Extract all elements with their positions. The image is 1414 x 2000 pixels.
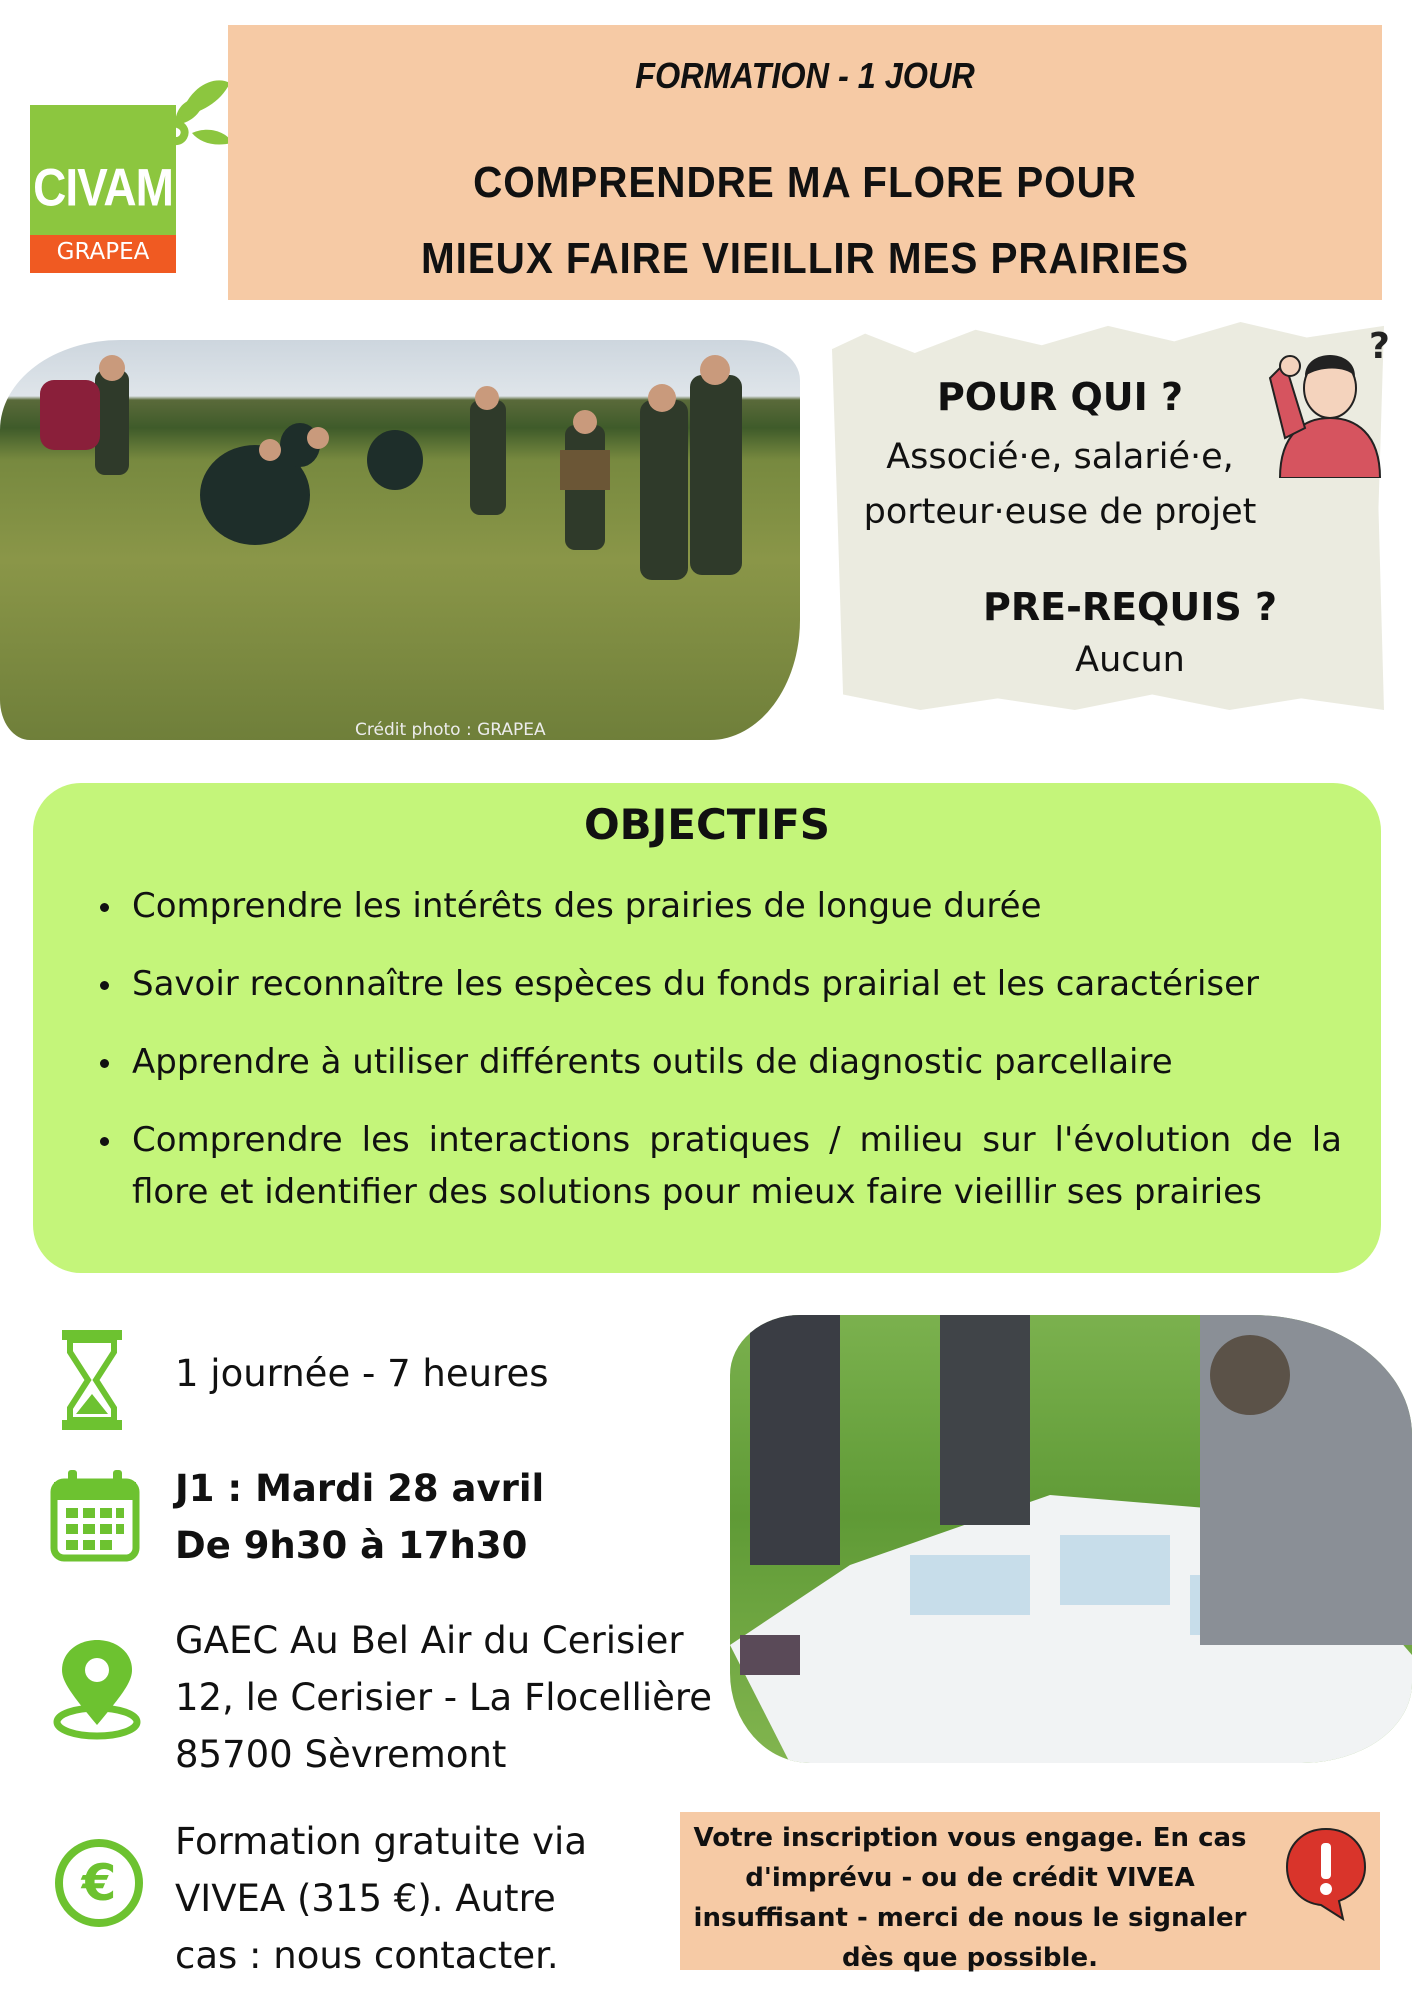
warning-line-4: dès que possible. xyxy=(842,1943,1098,1973)
calendar-icon xyxy=(50,1470,140,1562)
objectives-heading: OBJECTIFS xyxy=(583,800,831,849)
logo-main-text: CIVAM xyxy=(33,157,173,217)
price-line-1: Formation gratuite via xyxy=(175,1820,588,1863)
date-line-1: J1 : Mardi 28 avril xyxy=(175,1467,545,1510)
address-line-2: 12, le Cerisier - La Flocellière xyxy=(175,1676,713,1719)
euro-icon xyxy=(54,1838,144,1928)
objective-item: Comprendre les intérêts des prairies de longue durée xyxy=(100,880,1342,932)
field-people-illustration xyxy=(0,340,800,740)
header-banner xyxy=(228,25,1382,300)
location-pin-icon xyxy=(52,1640,142,1740)
audience-heading: POUR QUI ? xyxy=(936,375,1184,419)
title-line-1: COMPRENDRE MA FLORE POUR xyxy=(473,158,1137,207)
objective-item: Comprendre les interactions pratiques / milieu sur l'évolution de la flore et identifier des solutions pour mieux faire vieillir ses prairies xyxy=(100,1114,1342,1218)
thinking-person-icon xyxy=(1265,318,1395,478)
exclamation-alert-icon xyxy=(1283,1825,1369,1921)
prereq-value: Aucun xyxy=(1075,640,1185,680)
objective-item: Savoir reconnaître les espèces du fonds prairial et les caractériser xyxy=(100,958,1342,1010)
audience-line-2: porteur·euse de projet xyxy=(863,492,1257,532)
audience-line-1: Associé·e, salarié·e, xyxy=(886,437,1234,477)
objectives-list xyxy=(100,880,1342,1244)
workshop-photo xyxy=(730,1315,1412,1763)
warning-line-2: d'imprévu - ou de crédit VIVEA xyxy=(745,1863,1195,1893)
header-kicker: FORMATION - 1 JOUR xyxy=(635,55,975,96)
warning-line-1: Votre inscription vous engage. En cas xyxy=(693,1823,1247,1853)
objective-item: Apprendre à utiliser différents outils de diagnostic parcellaire xyxy=(100,1036,1342,1088)
date-block xyxy=(175,1460,544,1574)
svg-text:€: € xyxy=(81,1854,117,1912)
warning-line-3: insuffisant - merci de nous le signaler xyxy=(693,1903,1247,1933)
svg-text:?: ? xyxy=(1369,326,1390,367)
field-photo-group xyxy=(0,340,800,740)
address-block xyxy=(175,1612,712,1783)
price-line-3: cas : nous contacter. xyxy=(175,1934,559,1977)
workshop-board-illustration xyxy=(730,1315,1412,1763)
civam-logo xyxy=(30,105,176,273)
prereq-heading: PRE-REQUIS ? xyxy=(983,585,1277,629)
hourglass-icon xyxy=(62,1330,122,1430)
address-line-3: 85700 Sèvremont xyxy=(175,1733,507,1776)
duration-text: 1 journée - 7 heures xyxy=(175,1352,549,1395)
photo-credit: Crédit photo : GRAPEA xyxy=(355,720,546,740)
audience-text xyxy=(830,430,1290,540)
date-line-2: De 9h30 à 17h30 xyxy=(175,1524,528,1567)
logo-sub-text: GRAPEA xyxy=(56,239,150,265)
price-block xyxy=(175,1813,587,1984)
warning-text xyxy=(690,1818,1250,1978)
title-line-2: MIEUX FAIRE VIEILLIR MES PRAIRIES xyxy=(420,234,1190,283)
address-line-1: GAEC Au Bel Air du Cerisier xyxy=(175,1619,684,1662)
page-title xyxy=(274,145,1336,297)
price-line-2: VIVEA (315 €). Autre xyxy=(175,1877,556,1920)
